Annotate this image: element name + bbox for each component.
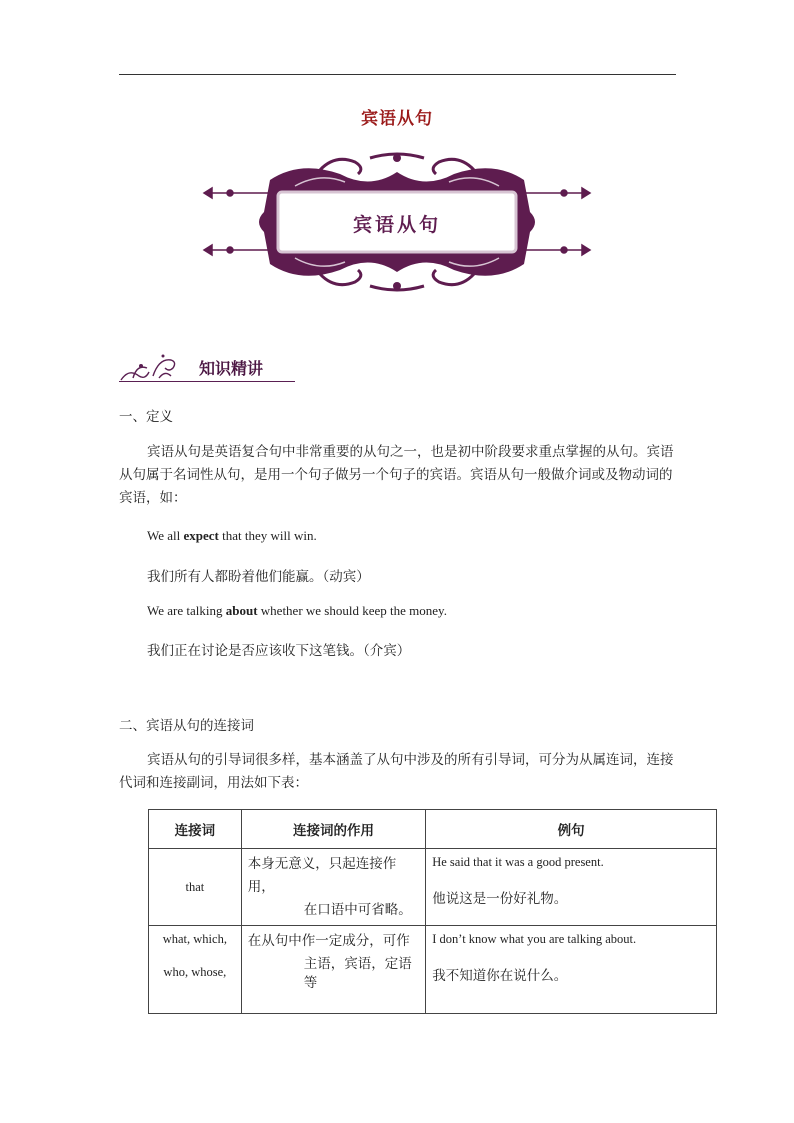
example-text: We are talking [147,603,226,618]
role-line: 等 [303,975,318,991]
section1-paragraph: 宾语从句是英语复合句中非常重要的从句之一，也是初中阶段要求重点掌握的从句。宾语从句属于名词性从句，是用一个句子做另一个句子的宾语。宾语从句一般做介词或及物动词的宾语，如： [119,444,674,506]
table-cell-example [426,926,717,1014]
title-banner [200,150,594,298]
example-en-2 [147,603,447,619]
table-cell-word: that [149,849,242,926]
section2-heading: 二、宾语从句的连接词 [119,718,254,734]
example-cn-2: 我们正在讨论是否应该收下这笔钱。（介宾） [147,643,411,659]
table-header: 连接词 [149,810,242,849]
section-header-underline [119,381,295,382]
example-text: We all [147,528,184,543]
example-text: that they will win. [218,528,317,543]
example-en: I don’t know what you are talking about. [432,932,637,946]
table-row [149,926,717,1014]
banner-text: 宾语从句 [352,214,441,236]
table-cell-role [241,849,426,926]
table-header: 连接词的作用 [241,810,426,849]
role-line: 本身无意义，只起连接作用， [247,856,397,895]
table-header-row [149,810,717,849]
table-cell-example [426,849,717,926]
section-header [119,350,297,384]
example-keyword: expect [183,528,219,543]
header-rule [119,74,676,75]
role-line: 在从句中作一定成分，可作 [247,933,410,949]
example-cn: 他说这是一份好礼物。 [432,891,568,907]
word-line: who, whose, [163,965,227,979]
section-header-label: 知识精讲 [199,359,264,378]
example-en-1 [147,528,317,544]
role-line: 在口语中可省略。 [303,902,412,918]
connectives-table [148,809,717,1014]
section1-heading: 一、定义 [119,409,173,425]
page-title: 宾语从句 [361,109,433,129]
example-cn-1: 我们所有人都盼着他们能赢。（动宾） [147,569,370,585]
table-cell-role [241,926,426,1014]
flourish-icon [119,350,179,382]
word-line: what, which, [162,932,227,946]
table-row [149,849,717,926]
example-text: whether we should keep the money. [257,603,447,618]
example-cn: 我不知道你在说什么。 [432,968,568,984]
role-line: 主语，宾语，定语 [303,956,412,972]
table-cell-word [149,926,242,1014]
section2-paragraph: 宾语从句的引导词很多样，基本涵盖了从句中涉及的所有引导词，可分为从属连词，连接代词和连接副词，用法如下表： [119,752,674,791]
example-keyword: about [225,603,258,618]
example-en: He said that it was a good present. [432,855,604,869]
table-header: 例句 [426,810,717,849]
